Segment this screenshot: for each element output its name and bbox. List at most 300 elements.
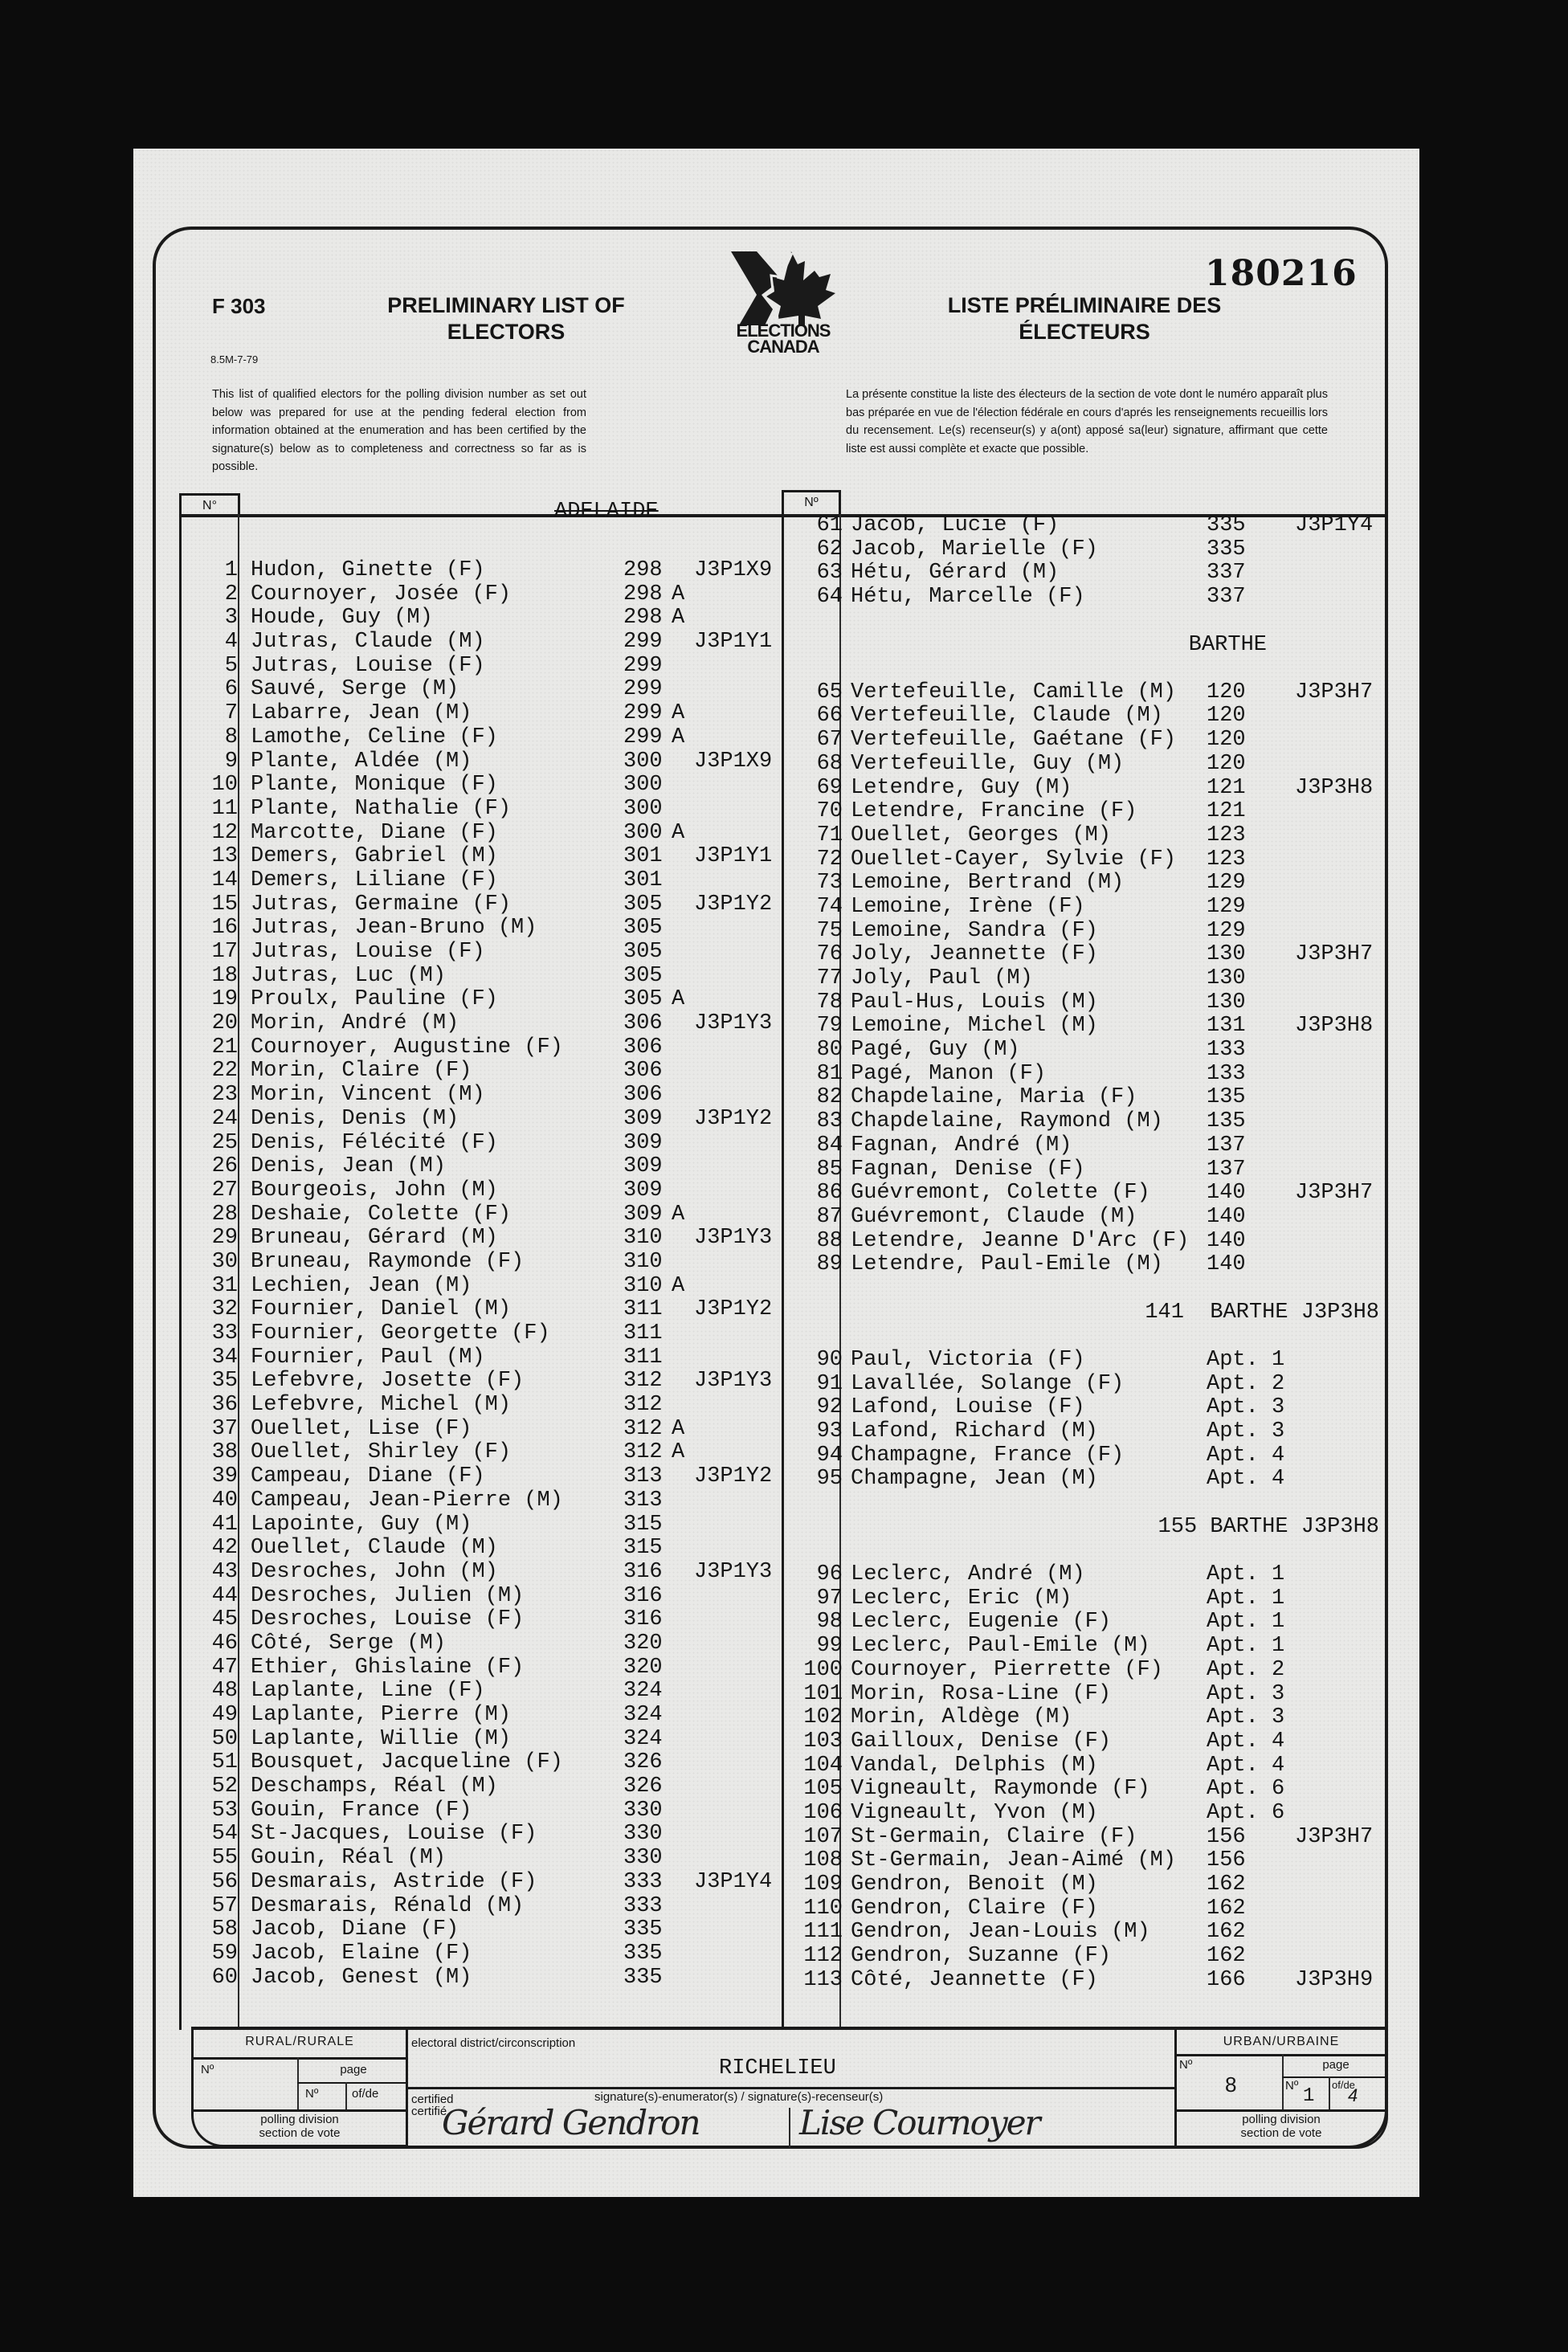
elector-postal: J3P1Y3 [694,1226,773,1251]
elector-row [190,1226,773,1251]
elector-civic: 315 [623,1536,663,1561]
elector-name: Bruneau, Raymonde (F) [251,1249,525,1274]
elector-row [785,1945,1379,1969]
elector-civic: 121 [1207,775,1246,800]
rural-page-label: page [340,2063,367,2076]
elector-num: 48 [211,1679,238,1704]
elector-civic: 166 [1207,1967,1246,1992]
elector-row [785,1373,1379,1397]
elector-civic: 298 [623,582,663,606]
elector-civic: 316 [623,1583,663,1608]
elector-name: Jacob, Marielle (F) [851,537,1098,561]
elector-civic: 330 [623,1822,663,1847]
elector-row [785,704,1379,729]
elector-row [190,1751,768,1775]
urban-page-no-value: 1 [1303,2085,1315,2107]
elector-num: 71 [816,823,843,847]
elector-civic: 298 [623,606,663,631]
elector-num: 72 [816,847,843,872]
elector-num: 19 [211,987,238,1012]
elector-civic: 300 [623,796,663,821]
elector-name: Lechien, Jean (M) [251,1273,472,1298]
elector-civic: 310 [623,1226,663,1251]
elector-row [785,1921,1379,1945]
elector-name: Ouellet, Shirley (F) [251,1440,512,1465]
elector-name: Marcotte, Diane (F) [251,820,498,845]
elector-num: 43 [211,1559,238,1584]
elector-name: Letendre, Jeanne D'Arc (F) [851,1228,1190,1253]
elector-num: 7 [224,701,238,726]
elector-num: 61 [816,513,843,537]
elector-row [190,1799,768,1823]
elector-num: 108 [803,1848,843,1873]
elector-name: Lafond, Louise (F) [851,1395,1085,1420]
elector-num: 77 [816,966,843,990]
elector-row [190,1084,768,1108]
elector-num: 104 [803,1753,843,1778]
elector-postal: J3P1Y2 [694,892,773,917]
elector-num: 32 [211,1297,238,1322]
elector-civic: 320 [623,1631,663,1656]
elector-name: Desmarais, Astride (F) [251,1869,537,1894]
elector-num: 53 [211,1798,238,1823]
elector-row [785,1873,1379,1897]
elector-num: 11 [211,796,238,821]
elector-name: Houde, Guy (M) [251,606,433,631]
elector-name: Campeau, Diane (F) [251,1464,485,1489]
elector-civic: 129 [1207,894,1246,919]
elector-num: 59 [211,1941,238,1966]
elector-num: 55 [211,1846,238,1871]
signature-divider [789,2108,790,2148]
rural-no-label: Nº [201,2063,214,2076]
elector-row [190,1251,768,1275]
elector-row [785,1802,1379,1826]
elector-name: Jutras, Louise (F) [251,940,485,964]
rural-rule-2 [297,2082,408,2084]
elector-postal: J3P3H8 [1295,1014,1374,1039]
elector-civic: 299 [623,630,663,655]
elector-civic: 299 [623,701,663,726]
elector-row [190,558,773,583]
elector-civic: 120 [1207,728,1246,753]
elector-row [190,606,768,631]
elector-num: 95 [816,1467,843,1492]
elector-postal: J3P1Y2 [694,1464,773,1489]
elector-num: 66 [816,704,843,729]
elector-row [785,1897,1379,1921]
elector-flag: A [672,1440,685,1465]
urban-rule-3 [1174,2109,1388,2112]
elector-name: Morin, Vincent (M) [251,1083,485,1108]
elector-civic: 324 [623,1703,663,1727]
elector-row [785,1086,1379,1110]
street-heading [785,610,1379,681]
elector-civic: Apt. 6 [1207,1777,1285,1802]
elector-name: Demers, Gabriel (M) [251,844,498,869]
elector-civic: 306 [623,1059,663,1084]
elector-row [190,1106,773,1132]
elector-num: 80 [816,1038,843,1063]
elector-civic: 299 [623,653,663,678]
elector-name: Leclerc, Eric (M) [851,1586,1072,1611]
elector-num: 64 [816,585,843,610]
elector-civic: 306 [623,1083,663,1108]
elector-name: Chapdelaine, Raymond (M) [851,1109,1163,1134]
elector-row [785,1039,1379,1063]
elector-row [785,1110,1379,1134]
elector-num: 45 [211,1607,238,1632]
elector-num: 111 [803,1920,843,1945]
elector-name: Paul-Hus, Louis (M) [851,990,1098,1015]
elector-civic: Apt. 3 [1207,1705,1285,1730]
elector-num: 21 [211,1035,238,1060]
elector-num: 97 [816,1586,843,1611]
elector-civic: 330 [623,1798,663,1823]
elector-row [190,1847,768,1871]
elector-num: 40 [211,1488,238,1513]
elector-name: Deschamps, Réal (M) [251,1774,498,1799]
urban-polling-label: polling division section de vote [1240,2113,1322,2140]
rural-polling-label: polling division section de vote [259,2113,341,2140]
elector-list-left [190,558,773,1990]
street-heading-text: 141 BARTHE J3P3H8 [1145,1300,1379,1325]
elector-civic: 137 [1207,1133,1246,1158]
elector-row [190,655,768,679]
elector-postal: J3P1X9 [694,749,773,774]
elector-postal: J3P3H7 [1295,680,1374,704]
elector-row [190,1680,768,1704]
elector-row [785,586,1379,610]
elector-num: 107 [803,1824,843,1849]
elector-civic: 312 [623,1393,663,1418]
elector-row [190,1132,768,1156]
elector-num: 101 [803,1681,843,1706]
elector-name: Lavallée, Solange (F) [851,1371,1125,1396]
elector-civic: 129 [1207,918,1246,943]
elector-row [190,1918,768,1942]
elector-postal: J3P3H7 [1295,942,1374,967]
elector-row [190,1464,773,1489]
elector-civic: 312 [623,1416,663,1441]
elector-civic: 120 [1207,680,1246,704]
elector-civic: 131 [1207,1014,1246,1039]
elector-name: Guévremont, Colette (F) [851,1181,1150,1206]
elector-row [785,1182,1379,1206]
elector-civic: 326 [623,1774,663,1799]
elector-name: Champagne, France (F) [851,1443,1125,1468]
elector-civic: Apt. 1 [1207,1634,1285,1659]
elector-civic: Apt. 4 [1207,1443,1285,1468]
elector-civic: 162 [1207,1872,1246,1897]
elector-civic: 130 [1207,942,1246,967]
elector-num: 87 [816,1204,843,1229]
elector-name: Bruneau, Gérard (M) [251,1226,498,1251]
elector-name: Côté, Serge (M) [251,1631,447,1656]
elector-row [190,1179,768,1203]
elector-name: Hudon, Ginette (F) [251,558,485,582]
elector-num: 70 [816,799,843,824]
elector-name: Chapdelaine, Maria (F) [851,1085,1137,1110]
elector-row [785,1134,1379,1158]
elector-row [190,1060,768,1084]
district-value: RICHELIEU [719,2056,836,2080]
elector-row [785,896,1379,920]
rural-rule-3 [191,2109,408,2112]
elector-civic: 309 [623,1154,663,1179]
elector-num: 24 [211,1106,238,1131]
elector-civic: 316 [623,1607,663,1632]
signature-label: signature(s)-enumerator(s) / signature(s)-recenseur(s) [594,2090,884,2104]
elector-num: 54 [211,1822,238,1847]
elector-name: Letendre, Paul-Emile (M) [851,1252,1163,1277]
elector-civic: 156 [1207,1848,1246,1873]
elector-name: Jutras, Germaine (F) [251,892,512,917]
elector-num: 34 [211,1345,238,1370]
elector-num: 51 [211,1750,238,1775]
elector-num: 14 [211,868,238,892]
elector-row [785,1683,1379,1707]
elector-row [785,1420,1379,1444]
elector-civic: 156 [1207,1824,1246,1849]
elector-name: Vertefeuille, Guy (M) [851,751,1125,776]
elector-civic: 162 [1207,1896,1246,1921]
elector-name: Proulx, Pauline (F) [251,987,498,1012]
elector-civic: 333 [623,1893,663,1918]
elector-num: 3 [224,606,238,631]
urban-rule-v2 [1329,2076,1330,2110]
elector-civic: 140 [1207,1228,1246,1253]
elector-name: Ouellet, Georges (M) [851,823,1112,847]
urban-no-value: 8 [1225,2072,1237,2097]
elector-row [785,1349,1379,1373]
elector-row [190,726,768,750]
elector-num: 58 [211,1917,238,1942]
elector-row [190,1728,768,1752]
elector-flag: A [672,820,685,845]
elector-row [190,1656,768,1680]
elector-num: 56 [211,1869,238,1894]
elector-num: 9 [224,749,238,774]
elector-civic: 335 [1207,537,1246,561]
elector-num: 5 [224,653,238,678]
form-print-date: 8.5M-7-79 [210,353,259,365]
elector-name: Guévremont, Claude (M) [851,1204,1137,1229]
elector-name: Denis, Jean (M) [251,1154,447,1179]
elector-num: 41 [211,1512,238,1537]
elector-civic: Apt. 4 [1207,1753,1285,1778]
intro-text-french: La présente constitue la liste des électeurs de la section de vote dont le numéro apparaît plus bas préparée en vue de l'élection fédérale en cours d'aprés les renseignements recueillis lors du recensement. Le(s) recenseur(s) y a(ont) apposé sa(leur) signature, affirmant que cette liste est aussi complète et exacte que possible. [846,388,1328,455]
elector-civic: 335 [1207,513,1246,537]
elector-name: Plante, Monique (F) [251,773,498,798]
elector-postal: J3P1Y4 [1295,513,1374,537]
elector-name: Bousquet, Jacqueline (F) [251,1750,563,1775]
elector-num: 62 [816,537,843,561]
elector-civic: Apt. 2 [1207,1371,1285,1396]
elector-name: Letendre, Francine (F) [851,799,1137,824]
street-heading-text: BARTHE [1188,632,1267,657]
elector-civic: 335 [623,1941,663,1966]
district-label: electoral district/circonscription [411,2036,576,2050]
elector-civic: 305 [623,916,663,941]
elector-num: 92 [816,1395,843,1420]
elector-civic: 309 [623,1178,663,1203]
elector-row [785,561,1379,586]
elector-name: Morin, Rosa-Line (F) [851,1681,1112,1706]
elector-num: 84 [816,1133,843,1158]
elector-num: 44 [211,1583,238,1608]
elector-row [190,869,768,893]
certified-label: certified certifié [411,2093,454,2118]
elector-num: 76 [816,942,843,967]
elector-civic: 316 [623,1559,663,1584]
elector-name: St-Germain, Jean-Aimé (M) [851,1848,1177,1873]
rural-label: RURAL/RURALE [245,2035,354,2048]
elector-flag: A [672,582,685,606]
no-header-left: N° [179,493,240,517]
elector-num: 35 [211,1369,238,1394]
elector-civic: Apt. 1 [1207,1586,1285,1611]
elector-num: 83 [816,1109,843,1134]
elector-civic: 324 [623,1679,663,1704]
elector-name: Fournier, Georgette (F) [251,1321,550,1345]
elector-num: 69 [816,775,843,800]
elector-num: 18 [211,963,238,988]
urban-rule-1 [1174,2054,1388,2056]
elector-row [785,1730,1379,1754]
elector-row [785,872,1379,896]
elector-name: Leclerc, André (M) [851,1562,1085,1587]
elector-num: 103 [803,1729,843,1754]
elector-civic: 311 [623,1297,663,1322]
elector-row [785,1778,1379,1802]
elector-name: Lemoine, Irène (F) [851,894,1085,919]
elector-civic: 311 [623,1345,663,1370]
elector-civic: 310 [623,1273,663,1298]
elector-row [190,1537,768,1561]
elector-civic: 300 [623,820,663,845]
column-divider [782,490,784,2030]
enumerator-signature-1: Gérard Gendron [442,2103,700,2142]
elector-row [190,702,768,726]
elector-row [190,1489,768,1513]
elector-civic: Apt. 6 [1207,1800,1285,1825]
elector-num: 60 [211,1965,238,1990]
elector-name: Morin, Aldège (M) [851,1705,1072,1730]
elector-row [190,941,768,965]
elector-num: 13 [211,844,238,869]
elector-civic: 133 [1207,1038,1246,1063]
elector-name: Lemoine, Sandra (F) [851,918,1098,943]
enumerator-signature-2: Lise Cournoyer [799,2103,1039,2142]
elector-num: 42 [211,1536,238,1561]
elector-row [785,1253,1379,1277]
elector-name: Ouellet-Cayer, Sylvie (F) [851,847,1177,872]
elector-civic: 133 [1207,1061,1246,1086]
street-heading [785,1277,1379,1349]
elector-row [190,1632,768,1656]
elector-num: 2 [224,582,238,606]
elector-num: 12 [211,820,238,845]
elector-num: 100 [803,1657,843,1682]
left-no-column-left-rule [179,514,182,2030]
elector-row [785,1063,1379,1087]
elector-postal: J3P1Y2 [694,1106,773,1131]
elector-row [785,967,1379,991]
elector-num: 16 [211,916,238,941]
elector-row [785,777,1379,801]
urban-rule-2 [1282,2076,1388,2078]
elector-flag: A [672,987,685,1012]
elector-civic: 315 [623,1512,663,1537]
title-english: PRELIMINARY LIST OF ELECTORS [387,293,625,344]
elector-name: Lefebvre, Josette (F) [251,1369,525,1394]
elector-name: Plante, Nathalie (F) [251,796,512,821]
elector-num: 10 [211,773,238,798]
elector-name: Vertefeuille, Gaétane (F) [851,728,1177,753]
elector-civic: 337 [1207,561,1246,586]
elector-civic: 326 [623,1750,663,1775]
elector-row [785,1969,1379,1993]
elector-name: Joly, Paul (M) [851,966,1033,990]
title-french: LISTE PRÉLIMINAIRE DES ÉLECTEURS [947,293,1222,344]
elector-flag: A [672,725,685,749]
elector-row [190,1036,768,1060]
elector-name: Lapointe, Guy (M) [251,1512,472,1537]
elector-civic: 162 [1207,1944,1246,1969]
elector-num: 33 [211,1321,238,1345]
elector-civic: 309 [623,1130,663,1155]
elector-civic: 333 [623,1869,663,1894]
elector-civic: 129 [1207,871,1246,896]
elector-num: 102 [803,1705,843,1730]
elector-num: 63 [816,561,843,586]
elector-row [190,1869,773,1895]
elector-name: Gendron, Jean-Louis (M) [851,1920,1150,1945]
elector-row [190,1275,768,1299]
elector-row [190,892,773,917]
elector-num: 38 [211,1440,238,1465]
elector-row [785,514,1379,538]
elector-num: 46 [211,1631,238,1656]
elector-civic: 120 [1207,704,1246,729]
elector-name: Labarre, Jean (M) [251,701,472,726]
logo-text-elections: ELECTIONS [736,321,831,341]
elector-name: Plante, Aldée (M) [251,749,472,774]
elector-civic: 301 [623,868,663,892]
elector-num: 30 [211,1249,238,1274]
elector-row [190,1966,768,1991]
intro-text-english: This list of qualified electors for the polling division number as set out below was prepared for use at the pending federal election from information obtained at the enumeration and has been certified by the signature(s) below as to completeness and correctness so far as is possible. [212,388,586,473]
elector-civic: Apt. 3 [1207,1681,1285,1706]
elector-name: Vigneault, Raymonde (F) [851,1777,1150,1802]
elector-name: Ethier, Ghislaine (F) [251,1655,525,1680]
elector-num: 68 [816,751,843,776]
elector-name: Letendre, Guy (M) [851,775,1072,800]
elector-row [190,774,768,798]
elector-civic: 121 [1207,799,1246,824]
elector-civic: Apt. 4 [1207,1467,1285,1492]
elector-num: 86 [816,1181,843,1206]
elector-postal: J3P1Y2 [694,1297,773,1322]
elector-civic: Apt. 1 [1207,1347,1285,1372]
elector-civic: 123 [1207,847,1246,872]
elector-name: Jutras, Claude (M) [251,630,485,655]
elector-name: Pagé, Manon (F) [851,1061,1047,1086]
elector-row [785,1206,1379,1230]
elector-num: 67 [816,728,843,753]
elector-row [785,538,1379,562]
